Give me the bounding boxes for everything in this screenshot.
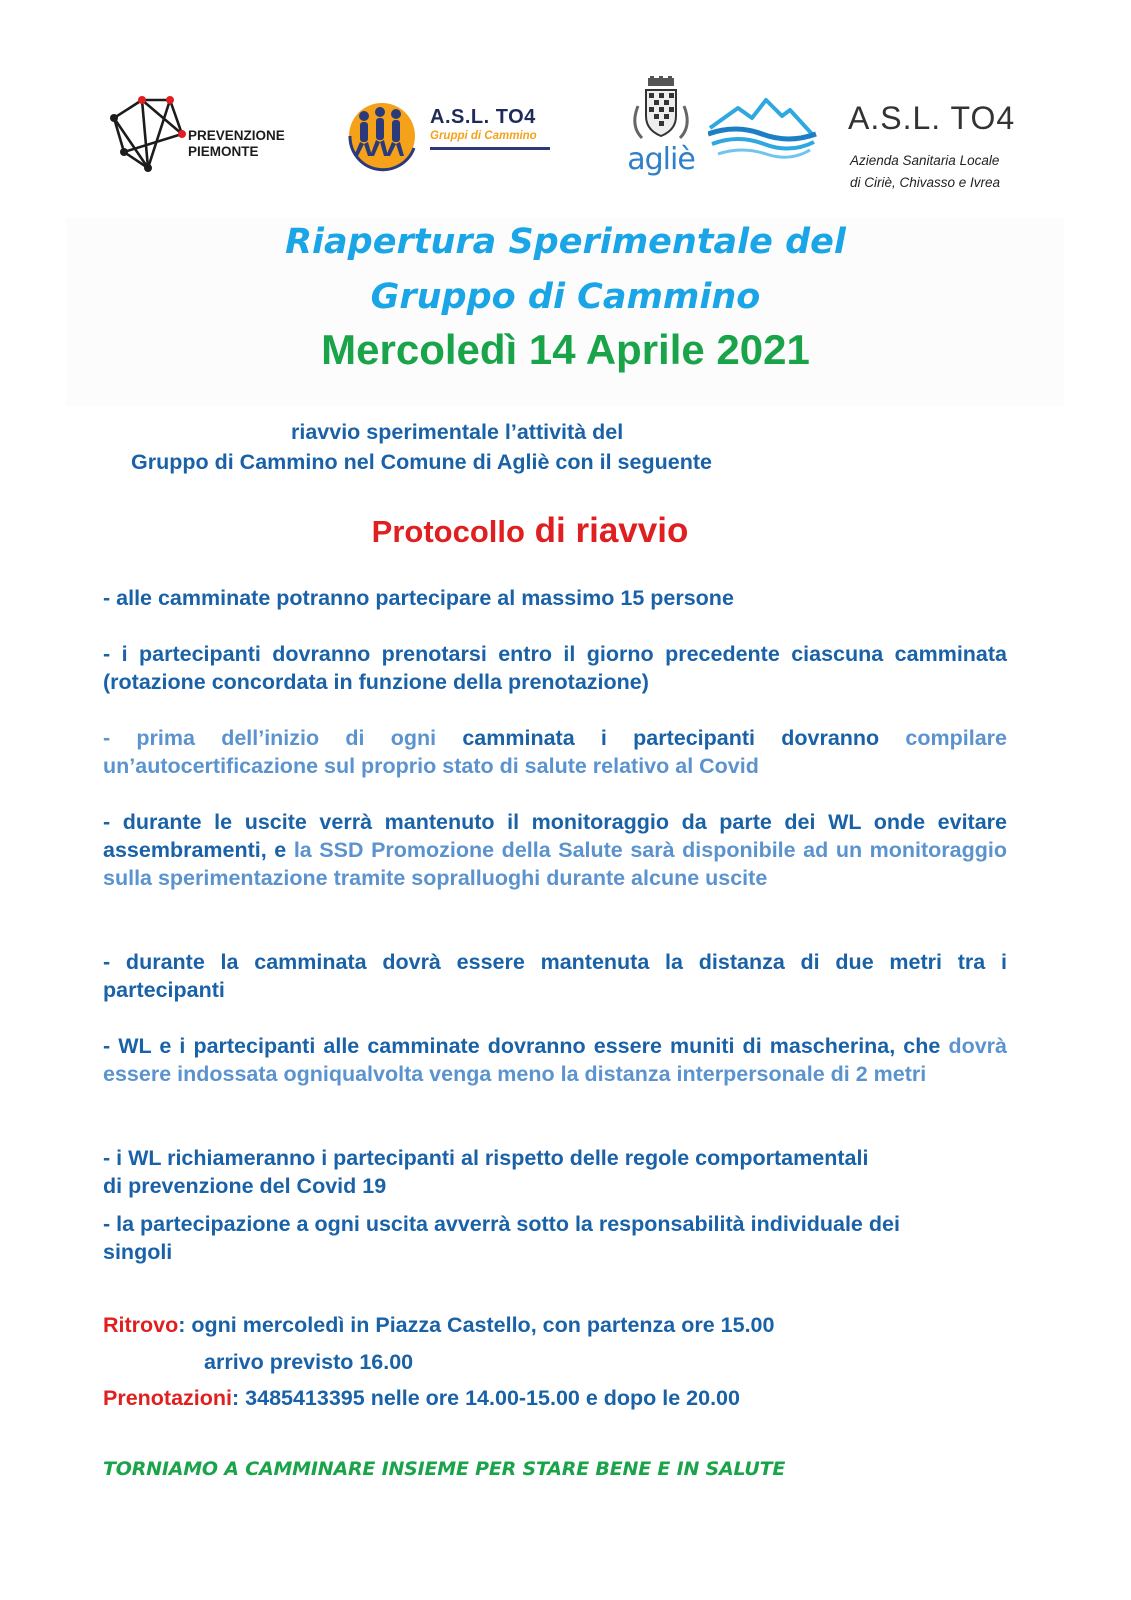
rule-masks: - WL e i partecipanti alle camminate dovranno essere muniti di mascherina, che dovrà essere indossata ogniqualvolta venga meno la distanza interpersonale di 2 metri bbox=[103, 1034, 1007, 1086]
rule-behaviour: - i WL richiameranno i partecipanti al rispetto delle regole comportamentali di prevenzione del Covid 19 bbox=[103, 1146, 869, 1198]
asl-subtitle: Azienda Sanitaria Locale di Ciriè, Chivasso e Ivrea bbox=[850, 153, 1001, 190]
title-line-1: Riapertura Sperimentale del bbox=[285, 222, 846, 262]
rule-booking: - i partecipanti dovranno prenotarsi entro il giorno precedente ciascuna camminata (rotazione concordata in funzione della prenotazione) bbox=[103, 642, 1007, 694]
logo-underline bbox=[430, 147, 550, 150]
arrival-time: arrivo previsto 16.00 bbox=[204, 1350, 414, 1374]
meeting-point: Ritrovo: ogni mercoledì in Piazza Castello, con partenza ore 15.00 bbox=[103, 1313, 775, 1337]
booking-info: Prenotazioni: 3485413395 nelle ore 14.00-15.00 e dopo le 20.00 bbox=[103, 1386, 740, 1410]
intro-line-1: riavvio sperimentale l’attività del bbox=[291, 420, 624, 444]
prevenzione-logo-text: PREVENZIONE PIEMONTE bbox=[188, 128, 285, 159]
gruppi-di-cammino-logo: A.S.L. TO4 Gruppi di Cammino bbox=[342, 98, 562, 178]
rule-self-certification: - prima dell’inizio di ogni camminata i partecipanti dovranno compilare un’autocertificazione sul proprio stato di salute relativo al Covid bbox=[103, 726, 1007, 778]
walkers-icon bbox=[342, 98, 432, 178]
protocol-title: Protocollo di riavvio bbox=[371, 511, 689, 550]
rule-responsibility: - la partecipazione a ogni uscita avverrà sotto la responsabilità individuale dei singoli bbox=[103, 1212, 900, 1264]
rule-max-participants: - alle camminate potranno partecipare al massimo 15 persone bbox=[103, 586, 734, 610]
coat-of-arms-icon bbox=[622, 76, 700, 146]
slogan: TORNIAMO A CAMMINARE INSIEME PER STARE BENE E IN SALUTE bbox=[103, 1458, 786, 1480]
intro-line-2: Gruppo di Cammino nel Comune di Agliè con il seguente bbox=[131, 450, 712, 474]
prevenzione-piemonte-logo bbox=[108, 94, 298, 178]
aglie-logo: agliè bbox=[622, 76, 700, 176]
rule-distance: - durante la camminata dovrà essere mantenuta la distanza di due metri tra i partecipanti bbox=[103, 950, 1007, 1002]
event-date: Mercoledì 14 Aprile 2021 bbox=[321, 326, 810, 373]
rule-monitoring: - durante le uscite verrà mantenuto il monitoraggio da parte dei WL onde evitare assembramenti, e la SSD Promozione della Salute sarà disponibile ad un monitoraggio sulla sperimentazione tramite sopralluoghi durante alcune uscite bbox=[103, 810, 1007, 890]
asl-to4-logo: A.S.L. TO4 Azienda Sanitaria Locale di Ciriè, Chivasso e Ivrea bbox=[708, 94, 1018, 194]
mountain-waves-icon bbox=[708, 94, 818, 164]
title-line-2: Gruppo di Cammino bbox=[370, 277, 761, 317]
network-icon bbox=[108, 94, 192, 178]
